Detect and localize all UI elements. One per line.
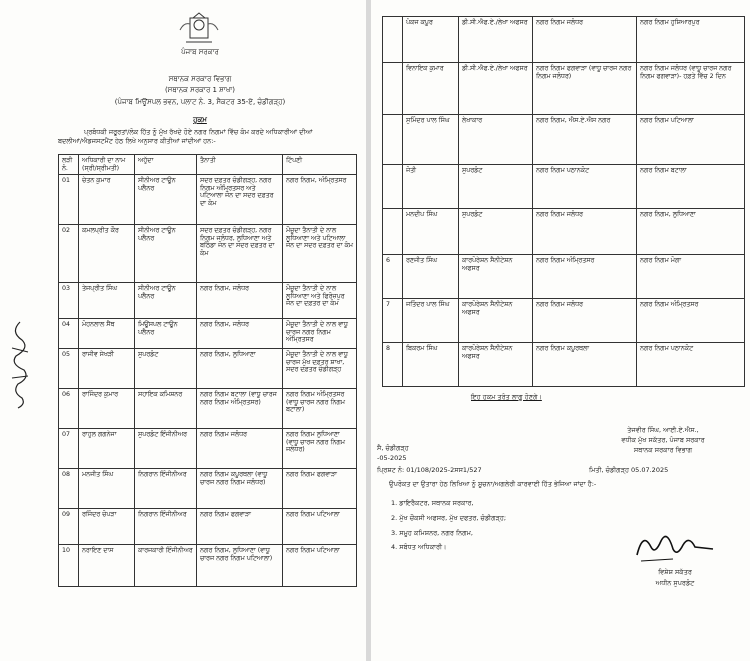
table-row: [59, 429, 357, 469]
intro-line-1: ਪ੍ਰਬੰਧਕੀ ਜਰੂਰਤਾਂ/ਲੋਕ ਹਿੱਤ ਨੂੰ ਮੁੱਖ ਰੱਖਦੇ ਹੋਏ ਨਗਰ ਨਿਗਮਾਂ ਵਿੱਚ ਕੰਮ ਕਰਦੇ ਅਧਿਕਾਰੀਆਂ ਦੀਆਂ: [84, 128, 313, 136]
branch-name: (ਸਥਾਨਕ ਸਰਕਾਰ 1 ਸ਼ਾਖਾ): [164, 86, 236, 94]
table-row: [383, 343, 745, 387]
transfer-table-left: [58, 154, 357, 587]
officer-name: ਰਾਜੀਵ ਸੇਖੜੀ: [79, 349, 135, 389]
serial-no: [383, 115, 403, 165]
table-row: [59, 225, 357, 283]
officer-post: ਲੇਖਾਕਾਰ: [459, 115, 533, 165]
serial-no: 7: [383, 299, 403, 343]
recipient-2: 2. ਮੁੱਖ ਚੌਕਸੀ ਅਫਸਰ, ਮੁੱਖ ਦਫਤਰ, ਚੰਡੀਗੜ੍ਹ;: [391, 514, 507, 522]
officer-post: ਕਾਰਪੋਰੇਸ਼ਨ ਸੈਨੀਟੇਸ਼ਨ ਅਫਸਰ: [459, 299, 533, 343]
new-posting: ਮੌਜੂਦਾ ਤੈਨਾਤੀ ਦੇ ਨਾਲ ਵਾਧੂ ਚਾਰਜ ਨਗਰ ਨਿਗਮ ਅੰਮ੍ਰਿਤਸਰ: [283, 319, 357, 349]
officer-name: ਮੋਹਨਲਾਲ ਸੈਂਥ: [79, 319, 135, 349]
table-row: [59, 545, 357, 587]
serial-no: 08: [59, 469, 79, 509]
officer-post: ਮਿਊਂਸਪਲ ਟਾਊਨ ਪਲੈਨਰ: [135, 319, 197, 349]
serial-no: 8: [383, 343, 403, 387]
table-row: [383, 115, 745, 165]
officer-name: ਤੇਜਪ੍ਰੀਤ ਸਿੰਘ: [79, 283, 135, 319]
current-posting: ਨਗਰ ਨਿਗਮ ਫਗਵਾੜਾ: [197, 509, 283, 545]
order-page-right: [371, 0, 750, 661]
table-header-row: [59, 155, 357, 175]
officer-post: ਸੁਪਰਡੰਟ: [459, 165, 533, 209]
officer-post: ਸੁਪਰਡੰਟ: [135, 349, 197, 389]
table-row: [59, 389, 357, 429]
recipient-1: 1. ਡਾਇਰੈਕਟਰ, ਸਥਾਨਕ ਸਰਕਾਰ,: [391, 499, 474, 507]
table-row: [59, 349, 357, 389]
serial-no: 6: [383, 255, 403, 299]
officer-post: ਕਾਰਪੋਰੇਸ਼ਨ ਸੈਨੀਟੇਸ਼ਨ ਅਫਸਰ: [459, 343, 533, 387]
officer-signature: [633, 525, 717, 567]
endorsement-date: ਮਿਤੀ, ਚੰਡੀਗੜ੍ਹ 05.07.2025: [589, 466, 669, 474]
serial-no: 06: [59, 389, 79, 429]
new-posting: ਨਗਰ ਨਿਗਮ ਪਠਾਨਕੋਟ: [637, 343, 745, 387]
officer-post: ਕਾਰਪੋਰੇਸ਼ਨ ਸੈਨੀਟੇਸ਼ਨ ਅਫਸਰ: [459, 255, 533, 299]
officer-name: ਮਨਜੀਤ ਸਿੰਘ: [79, 469, 135, 509]
new-posting: ਨਗਰ ਨਿਗਮ ਫਗਵਾੜਾ: [283, 469, 357, 509]
officer-post: ਸਹਾਇਕ ਕਮਿਸ਼ਨਰ: [135, 389, 197, 429]
table-row: [59, 175, 357, 225]
signatory-name: ਤੇਜਵੀਰ ਸਿੰਘ, ਆਈ.ਏ.ਐਸ.,: [627, 426, 699, 434]
officer-name: ਰਣਜੀਤ ਸਿੰਘ: [403, 255, 459, 299]
officer-name: ਨਰਾਇਣ ਦਾਸ: [79, 545, 135, 587]
new-posting: ਨਗਰ ਨਿਗਮ ਜਲੰਧਰ (ਵਾਧੂ ਚਾਰਜ ਨਗਰ ਨਿਗਮ ਫਗਵਾੜਾ)- ਹਫ਼ਤੇ ਵਿੱਚ 2 ਦਿਨ: [637, 63, 745, 115]
officer-name: ਕਮਲਪ੍ਰੀਤ ਕੌਰ: [79, 225, 135, 283]
new-posting: ਨਗਰ ਨਿਗਮ ਬਟਾਲਾ: [637, 165, 745, 209]
table-row: [383, 255, 745, 299]
serial-no: 01: [59, 175, 79, 225]
table-row: [59, 509, 357, 545]
new-posting: ਨਗਰ ਨਿਗਮ ਲੁਧਿਆਣਾ (ਵਾਧੂ ਚਾਰਜ ਨਗਰ ਨਿਗਮ ਜਲੰਧਰ): [283, 429, 357, 469]
table-row: [383, 17, 745, 63]
officer-post: ਨਿਗਰਾਨ ਇੰਜੀਨੀਅਰ: [135, 509, 197, 545]
new-posting: ਨਗਰ ਨਿਗਮ ਪਟਿਆਲਾ: [283, 545, 357, 587]
table-row: [59, 469, 357, 509]
table-row: [383, 299, 745, 343]
endorsement-number: ਪ੍ਰਿਸ਼ਟ ਨੰ: 01/108/2025-2ਸਸ1/527: [377, 466, 482, 474]
sig-sub-designation: ਅਧੀਨ ਸੁਪਰਡੰਟ: [655, 579, 695, 587]
officer-name: ਬਿਕਰਮ ਸਿੰਘ: [403, 343, 459, 387]
serial-no: [383, 17, 403, 63]
officer-post: ਡੀ.ਸੀ.ਐਫ.ਏ./ਲੇਖਾ ਅਫਸਰ: [459, 63, 533, 115]
current-posting: ਨਗਰ ਨਿਗਮ ਅੰਮ੍ਰਿਤਸਰ: [533, 255, 637, 299]
new-posting: ਨਗਰ ਨਿਗਮ ਅੰਮ੍ਰਿਤਸਰ (ਵਾਧੂ ਚਾਰਜ ਨਗਰ ਨਿਗਮ ਬਟਾਲਾ): [283, 389, 357, 429]
sig-designation: ਵਿਸ਼ੇਸ਼ ਸਕੱਤਰ: [658, 568, 692, 576]
header-remarks: ਟਿੱਪਣੀ: [283, 155, 357, 175]
officer-post: ਨਿਗਰਾਨ ਇੰਜੀਨੀਅਰ: [135, 469, 197, 509]
dept-name: ਸਥਾਨਕ ਸਰਕਾਰ ਵਿਭਾਗ: [168, 75, 232, 83]
officer-name: ਜੋਤੀ: [403, 165, 459, 209]
serial-no: [383, 209, 403, 255]
new-posting: ਨਗਰ ਨਿਗਮ ਪਟਿਆਲਾ: [283, 509, 357, 545]
table-row: [383, 209, 745, 255]
new-posting: ਨਗਰ ਨਿਗਮ ਅੰਮ੍ਰਿਤਸਰ: [637, 299, 745, 343]
serial-no: 07: [59, 429, 79, 469]
signatory-dept: ਸਥਾਨਕ ਸਰਕਾਰ ਵਿਭਾਗ: [633, 446, 693, 454]
state-emblem-icon: [176, 12, 222, 46]
new-posting: ਨਗਰ ਨਿਗਮ ਪਟਿਆਲਾ: [637, 115, 745, 165]
current-posting: ਨਗਰ ਨਿਗਮ ਬਟਾਲਾ (ਵਾਧੂ ਚਾਰਜ ਨਗਰ ਨਿਗਮ ਅੰਮ੍ਰਿਤਸਰ): [197, 389, 283, 429]
officer-post: ਸੀਨੀਅਰ ਟਾਊਨ ਪਲੈਨਰ: [135, 283, 197, 319]
current-posting: ਨਗਰ ਨਿਗਮ, ਲੁਧਿਆਣਾ: [197, 349, 283, 389]
margin-signature: [6, 318, 34, 410]
table-row: [383, 63, 745, 115]
officer-name: ਪੰਕਜ ਕਪੂਰ: [403, 17, 459, 63]
officer-name: ਚੇਤਨ ਕੁਮਾਰ: [79, 175, 135, 225]
recipient-3: 3. ਸਮੂਹ ਕਮਿਸ਼ਨਰ, ਨਗਰ ਨਿਗਮ,: [391, 529, 473, 537]
current-posting: ਨਗਰ ਨਿਗਮ, ਜਲੰਧਰ: [197, 319, 283, 349]
officer-post: ਕਾਰਜਕਾਰੀ ਇੰਜੀਨੀਅਰ: [135, 545, 197, 587]
current-posting: ਨਗਰ ਨਿਗਮ ਜਲੰਧਰ: [197, 429, 283, 469]
current-posting: ਨਗਰ ਨਿਗਮ, ਲੁਧਿਆਣਾ (ਵਾਧੂ ਚਾਰਜ ਨਗਰ ਨਿਗਮ ਪਟਿਆਲਾ): [197, 545, 283, 587]
header-current-posting: ਤੈਨਾਤੀ: [197, 155, 283, 175]
serial-no: 09: [59, 509, 79, 545]
effect-note: ਇਹ ਹੁਕਮ ਤੁਰੰਤ ਲਾਗੂ ਹੋਣਗੇ।: [471, 393, 542, 401]
table-row: [59, 319, 357, 349]
serial-no: 02: [59, 225, 79, 283]
officer-name: ਰਾਹੁਲ ਗਗਨੇਜਾ: [79, 429, 135, 469]
office-address: (ਪੰਜਾਬ ਮਿਊਂਸਪਲ ਭਵਨ, ਪਲਾਟ ਨੰ. 3, ਸੈਕਟਰ 35-ਏ, ਚੰਡੀਗੜ੍ਹ): [114, 98, 286, 106]
order-date: -05-2025: [377, 454, 407, 462]
recipient-4: 4. ਸਬੰਧਤ ਅਧਿਕਾਰੀ।: [391, 543, 447, 551]
officer-name: ਰਜਿੰਦਰ ਚੋਪੜਾ: [79, 509, 135, 545]
current-posting: ਨਗਰ ਨਿਗਮ ਪਠਾਨਕੋਟ: [533, 165, 637, 209]
officer-post: ਸੁਪਰਡੰਟ: [459, 209, 533, 255]
header-sno: ਲੜੀ ਨੰ.: [59, 155, 79, 175]
govt-name: ਪੰਜਾਬ ਸਰਕਾਰ: [181, 48, 219, 56]
new-posting: ਨਗਰ ਨਿਗਮ, ਅੰਮ੍ਰਿਤਸਰ: [283, 175, 357, 225]
new-posting: ਮੌਜੂਦਾ ਤੈਨਾਤੀ ਦੇ ਨਾਲ ਲੁਧਿਆਣਾ ਅਤੇ ਫਿਰੋਜ਼ਪੁਰ ਜੋਨ ਦਾ ਦਫ਼ਤਰ ਦਾ ਕੰਮ: [283, 283, 357, 319]
serial-no: 03: [59, 283, 79, 319]
current-posting: ਨਗਰ ਨਿਗਮ ਜਲੰਧਰ: [533, 299, 637, 343]
current-posting: ਨਗਰ ਨਿਗਮ ਫਗਵਾੜਾ (ਵਾਧੂ ਚਾਰਜ ਨਗਰ ਨਿਗਮ ਜਲੰਧਰ): [533, 63, 637, 115]
new-posting: ਨਗਰ ਨਿਗਮ, ਲੁਧਿਆਣਾ: [637, 209, 745, 255]
officer-name: ਰਾਜਿੰਦਰ ਕੁਮਾਰ: [79, 389, 135, 429]
serial-no: 04: [59, 319, 79, 349]
officer-name: ਜਤਿੰਦਰ ਪਾਲ ਸਿੰਘ: [403, 299, 459, 343]
order-heading: ਹੁਕਮ: [193, 116, 207, 124]
current-posting: ਨਗਰ ਨਿਗਮ, ਜਲੰਧਰ: [197, 283, 283, 319]
header-post: ਅਹੁੱਦਾ: [135, 155, 197, 175]
current-posting: ਸਦਰ ਦਫ਼ਤਰ ਚੰਡੀਗੜ੍ਹ, ਨਗਰ ਨਿਗਮ ਜਲੰਧਰ, ਲੁਧਿਆਣਾ ਅਤੇ ਬਠਿੰਡਾ ਜੋਨ ਦਾ ਸਦਰ ਦਫ਼ਤਰ ਦਾ ਕੰਮ: [197, 225, 283, 283]
place-line: ਸੈ, ਚੰਡੀਗੜ੍ਹ: [377, 444, 409, 452]
transfer-table-right: [382, 16, 745, 387]
intro-line-2: ਬਦਲੀਆਂ/ਐਡਜਸਟਮੈਂਟ ਹੇਠ ਲਿਖੇ ਅਨੁਸਾਰ ਕੀਤੀਆਂ ਜਾਂਦੀਆਂ ਹਨ:-: [58, 137, 216, 145]
new-posting: ਨਗਰ ਨਿਗਮ ਮੋਗਾ: [637, 255, 745, 299]
serial-no: [383, 165, 403, 209]
order-page-left: [0, 0, 366, 661]
current-posting: ਨਗਰ ਨਿਗਮ ਕਪੂਰਥਲਾ: [533, 343, 637, 387]
current-posting: ਨਗਰ ਨਿਗਮ, ਐਸ.ਏ.ਐਸ ਨਗਰ: [533, 115, 637, 165]
new-posting: ਮੌਜੂਦਾ ਤੈਨਾਤੀ ਦੇ ਨਾਲ ਲੁਧਿਆਣਾ ਅਤੇ ਪਟਿਆਲਾ ਜੋਨ ਦਾ ਸਦਰ ਦਫ਼ਤਰ ਦਾ ਕੰਮ: [283, 225, 357, 283]
table-row: [59, 283, 357, 319]
officer-name: ਮਨਦੀਪ ਸਿੰਘ: [403, 209, 459, 255]
officer-post: ਸੀਨੀਅਰ ਟਾਊਨ ਪਲੈਨਰ: [135, 175, 197, 225]
officer-post: ਸੀਨੀਅਰ ਟਾਊਨ ਪਲੈਨਰ: [135, 225, 197, 283]
officer-name: ਸੁਮਿੰਦਰ ਪਾਲ ਸਿੰਘ: [403, 115, 459, 165]
new-posting: ਨਗਰ ਨਿਗਮ ਹੁਸ਼ਿਆਰਪੁਰ: [637, 17, 745, 63]
current-posting: ਸਦਰ ਦਫ਼ਤਰ ਚੰਡੀਗੜ੍ਹ, ਨਗਰ ਨਿਗਮ ਅੰਮ੍ਰਿਤਸਰ ਅਤੇ ਪਟਿਆਲਾ ਜੋਨ ਦਾ ਸਦਰ ਦਫ਼ਤਰ ਦਾ ਕੰਮ: [197, 175, 283, 225]
table-row: [383, 165, 745, 209]
header-name: ਅਧਿਕਾਰੀ ਦਾ ਨਾਮ (ਸ੍ਰੀ/ਸ੍ਰੀਮਤੀ): [79, 155, 135, 175]
current-posting: ਨਗਰ ਨਿਗਮ ਕਪੂਰਥਲਾ (ਵਾਧੂ ਚਾਰਜ ਨਗਰ ਨਿਗਮ ਜਲੰਧਰ): [197, 469, 283, 509]
new-posting: ਮੌਜੂਦਾ ਤੈਨਾਤੀ ਦੇ ਨਾਲ ਵਾਧੂ ਚਾਰਜ ਮੁੱਖ ਦਫ਼ਤਰ ਸ਼ਾਖਾ, ਸਦਰ ਦਫ਼ਤਰ ਚੰਡੀਗੜ੍ਹ: [283, 349, 357, 389]
officer-post: ਡੀ.ਸੀ.ਐਫ.ਏ./ਲੇਖਾ ਅਫਸਰ: [459, 17, 533, 63]
officer-post: ਸੁਪਰਡੰਟ ਇੰਜੀਨੀਅਰ: [135, 429, 197, 469]
serial-no: 05: [59, 349, 79, 389]
copy-forward-line: ਉਪਰੋਕਤ ਦਾ ਉਤਾਰਾ ਹੇਠ ਲਿਖਿਆ ਨੂੰ ਸੂਚਨਾ/ਅਗਲੇਰੀ ਕਾਰਵਾਈ ਹਿੱਤ ਭੇਜਿਆ ਜਾਂਦਾ ਹੈ:-: [389, 480, 597, 488]
current-posting: ਨਗਰ ਨਿਗਮ ਜਲੰਧਰ: [533, 17, 637, 63]
serial-no: [383, 63, 403, 115]
serial-no: 10: [59, 545, 79, 587]
signatory-designation: ਵਧੀਕ ਮੁੱਖ ਸਕੱਤਰ, ਪੰਜਾਬ ਸਰਕਾਰ: [621, 436, 705, 444]
current-posting: ਨਗਰ ਨਿਗਮ ਜਲੰਧਰ: [533, 209, 637, 255]
officer-name: ਵਿਨਾਇਕ ਕੁਮਾਰ: [403, 63, 459, 115]
